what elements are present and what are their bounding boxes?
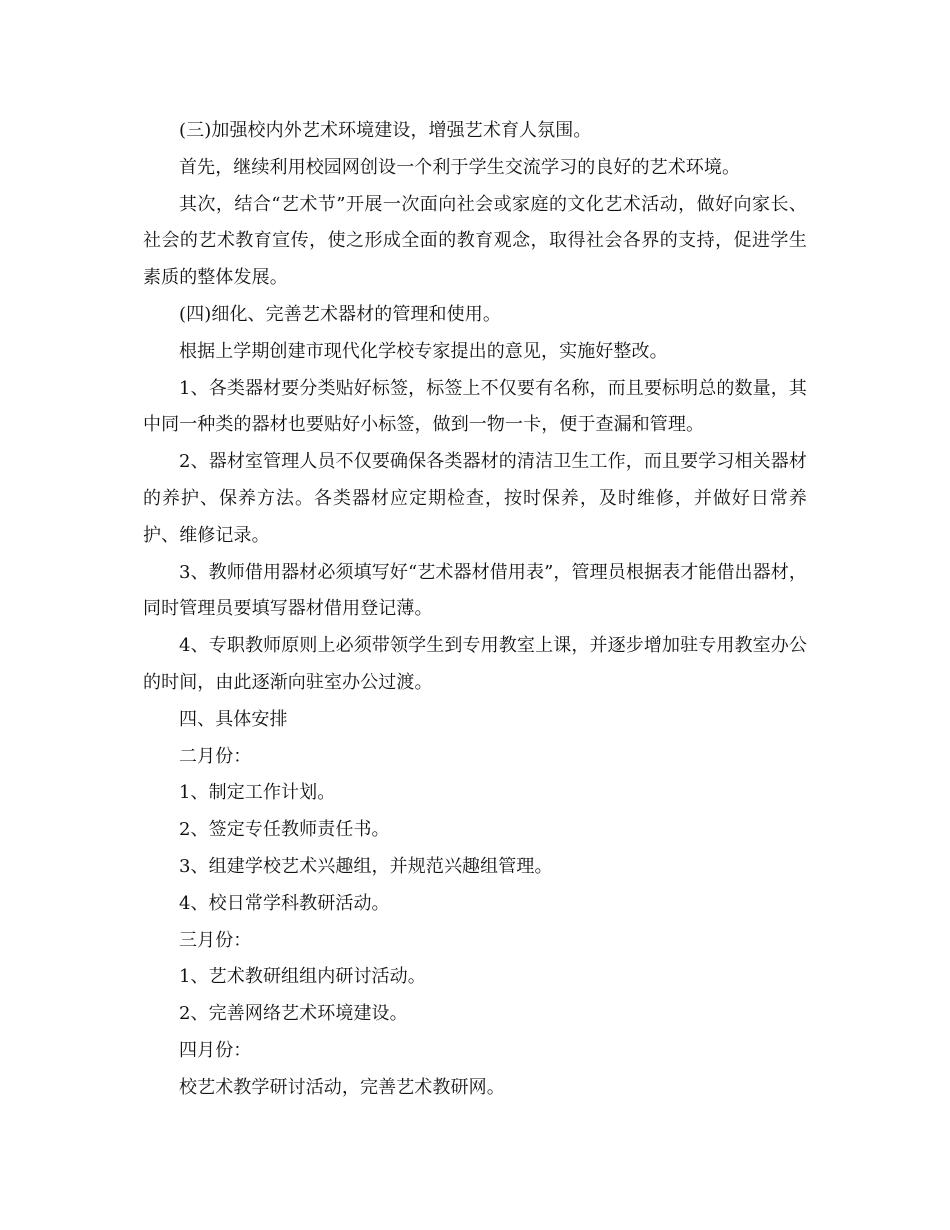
month-heading: 四月份： — [179, 1039, 252, 1061]
section-heading: 四、具体安排 — [179, 708, 288, 730]
list-item: 4、专职教师原则上必须带领学生到专用教室上课，并逐步增加驻专用教室办公的时间，由此逐渐向驻室办公过渡。 — [143, 635, 807, 693]
document-body — [143, 113, 807, 1107]
paragraph: 其次，结合“艺术节”开展一次面向社会或家庭的文化艺术活动，做好向家长、社会的艺术教育宣传，使之形成全面的教育观念，取得社会各界的支持，促进学生素质的整体发展。 — [143, 193, 807, 289]
list-item: 2、签定专任教师责任书。 — [179, 819, 390, 841]
list-item: 1、艺术教研组组内研讨活动。 — [179, 966, 426, 988]
list-item: 1、各类器材要分类贴好标签，标签上不仅要有名称，而且要标明总的数量，其中同一种类的器材也要贴好小标签，做到一物一卡，便于查漏和管理。 — [143, 377, 807, 436]
paragraph: 校艺术教学研讨活动，完善艺术教研网。 — [179, 1076, 505, 1098]
list-item: 2、完善网络艺术环境建设。 — [179, 1003, 408, 1025]
list-item: 3、教师借用器材必须填写好“艺术器材借用表”，管理员根据表才能借出器材，同时管理员要填写器材借用登记薄。 — [143, 561, 807, 620]
list-item: 4、校日常学科教研活动。 — [179, 892, 390, 914]
paragraph: 根据上学期创建市现代化学校专家提出的意见，实施好整改。 — [179, 340, 668, 362]
list-item: 1、制定工作计划。 — [179, 782, 336, 804]
paragraph: 首先，继续利用校园网创设一个利于学生交流学习的良好的艺术环境。 — [179, 156, 741, 178]
month-heading: 二月份： — [179, 745, 252, 767]
list-item: 2、器材室管理人员不仅要确保各类器材的清洁卫生工作，而且要学习相关器材的养护、保养方法。各类器材应定期检查，按时保养，及时维修，并做好日常养护、维修记录。 — [143, 451, 807, 546]
month-heading: 三月份： — [179, 929, 252, 951]
list-item: 3、组建学校艺术兴趣组，并规范兴趣组管理。 — [179, 855, 553, 877]
section-heading-4: (四)细化、完善艺术器材的管理和使用。 — [179, 303, 501, 325]
section-heading-3: (三)加强校内外艺术环境建设，增强艺术育人氛围。 — [179, 120, 592, 141]
